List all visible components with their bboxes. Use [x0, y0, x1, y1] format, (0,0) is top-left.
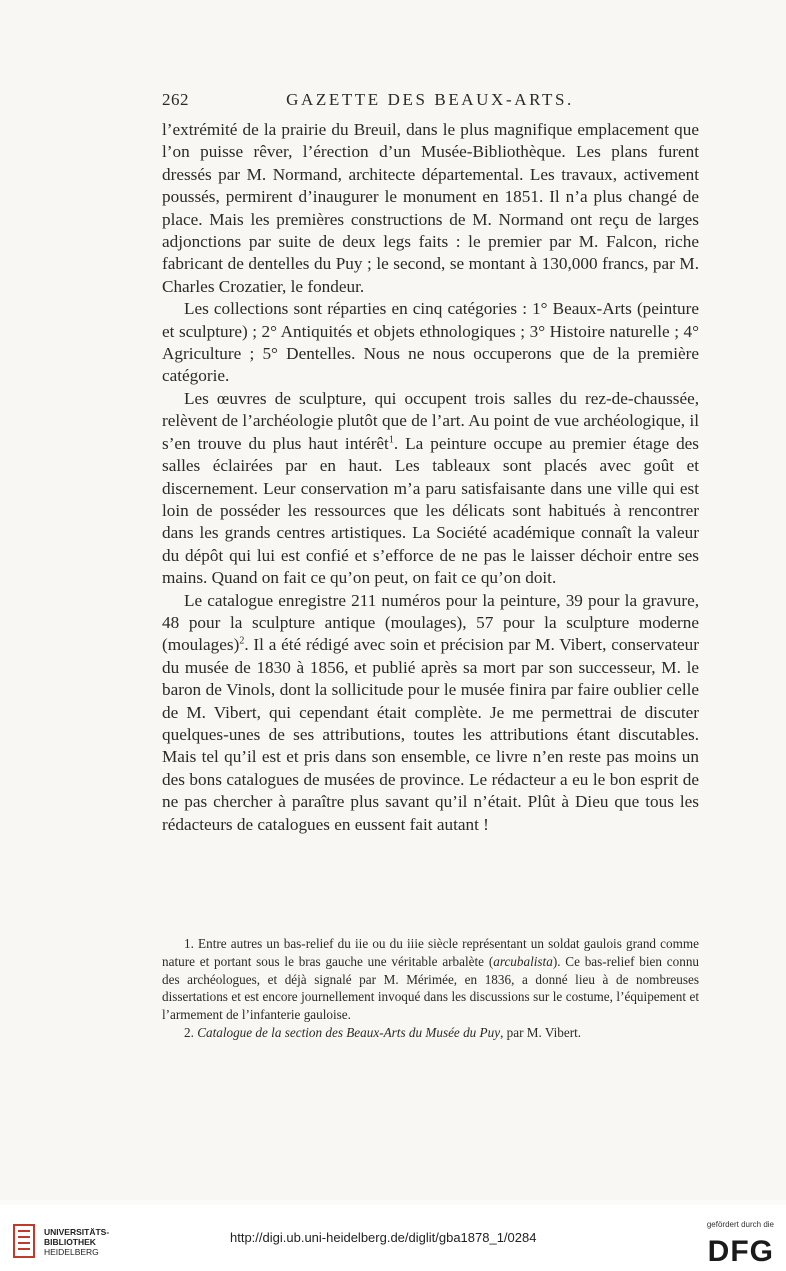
- footnote-ref-1[interactable]: 1: [388, 433, 394, 445]
- library-line-3: HEIDELBERG: [44, 1247, 99, 1257]
- footnote-2-title: Catalogue de la section des Beaux-Arts du Musée du Puy: [197, 1024, 501, 1040]
- footnote-2-text-b: , par M. Vibert.: [500, 1024, 582, 1040]
- body-text: [162, 119, 699, 836]
- library-name: [44, 1227, 109, 1257]
- running-head: [162, 90, 698, 116]
- paragraph-3-text-b: . La peinture occupe au premier étage des salles éclairées par en haut. Les tableaux sont placés avec goût et discernement. Leur conservation m’a paru satisfaisante dans une ville qui est loin de posséder les ressources que les délicats sont habitués à rencontrer dans les grands centres artistiques. La Société académique connaît la valeur du dépôt qui lui est confié et s’efforce de ne pas le laisser déchoir entre ses mains. Quand on fait ce qu’on peut, on fait ce qu’on doit.: [162, 433, 699, 588]
- footnote-ref-2[interactable]: 2: [239, 635, 245, 647]
- footnote-1: [162, 935, 699, 1024]
- footnote-1-italic: arcubalista: [493, 953, 553, 969]
- university-library-logo-icon: [10, 1221, 38, 1261]
- footnotes: [162, 935, 699, 1042]
- paragraph-4: [162, 590, 699, 836]
- journal-title: GAZETTE DES BEAUX-ARTS.: [286, 90, 574, 109]
- footnote-2-number: 2.: [184, 1024, 198, 1040]
- paragraph-4-text-b: . Il a été rédigé avec soin et précision par M. Vibert, conservateur du musée de 1830 à 1856, et publié après sa mort par son successeur, M. le baron de Vinols, dont la sollicitude pour le musée finira par faire oublier celle de M. Vibert, qui cependant était complète. Je me permettrai de discuter quelques-unes de ses attributions, toutes les attributions étant discutables. Mais tel qu’il est et pris dans son ensemble, ce livre n’en reste pas moins un des bons catalogues de musées de province. Le rédacteur a eu le bon esprit de ne pas chercher à paraître plus savant qu’il n’était. Plût à Dieu que tous les rédacteurs de catalogues en eussent fait autant !: [162, 635, 699, 834]
- footnote-2: [162, 1024, 699, 1042]
- library-line-1: UNIVERSITÄTS-: [44, 1227, 110, 1237]
- paragraph-3: [162, 388, 699, 590]
- viewer-footer: [0, 1205, 786, 1271]
- paragraph-4-text-a: Le catalogue enregistre 211 numéros pour la peinture, 39 pour la gravure, 48 pour la sculpture antique (moulages), 57 pour la sculpture moderne (moulages): [162, 590, 699, 655]
- footnote-1-text-a: 1. Entre autres un bas-relief du iie ou du iiie siècle représentant un soldat gaulois grand comme nature et portant sous le bras gauche une véritable arbalète (: [162, 936, 699, 969]
- paragraph-1: l’extrémité de la prairie du Breuil, dans le plus magnifique emplacement que l’on puisse rêver, l’érection d’un Musée-Bibliothèque. Les plans furent dressés par M. Normand, architecte départemental. Les travaux, activement poussés, permirent d’inaugurer le monument en 1851. Il n’a plus changé de place. Mais les premières constructions de M. Normand ont reçu de larges adjonctions par suite de deux legs faits : le premier par M. Falcon, riche fabricant de dentelles du Puy ; le second, se montant à 130,000 francs, par M. Charles Crozatier, le fondeur.: [162, 120, 699, 296]
- library-line-2: BIBLIOTHEK: [44, 1237, 96, 1247]
- paragraph-3-text-a: Les œuvres de sculpture, qui occupent trois salles du rez-de-chaussée, relèvent de l’archéologie plutôt que de l’art. Au point de vue archéologique, il s’en trouve du plus haut intérêt: [162, 388, 699, 453]
- paragraph-2: Les collections sont réparties en cinq catégories : 1° Beaux-Arts (peinture et sculpture) ; 2° Antiquités et objets ethnologiques ; 3° Histoire naturelle ; 4° Agriculture ; 5° Dentelles. Nous ne nous occuperons que de la première catégorie.: [162, 299, 699, 386]
- permalink-url[interactable]: http://digi.ub.uni-heidelberg.de/diglit/gba1878_1/0284: [230, 1230, 537, 1245]
- funding-note: gefördert durch die: [706, 1220, 774, 1229]
- footnote-1-text-b: ). Ce bas-relief bien connu des archéologues, et déjà signalé par M. Mérimée, en 1836, a donné lieu à de nombreuses dissertations et est encore journellement invoqué dans les discussions sur le costume, l’équipement et l’armement de l’infanterie gauloise.: [162, 953, 700, 1023]
- dfg-logo: DFG: [707, 1235, 774, 1268]
- page-number: 262: [162, 90, 189, 109]
